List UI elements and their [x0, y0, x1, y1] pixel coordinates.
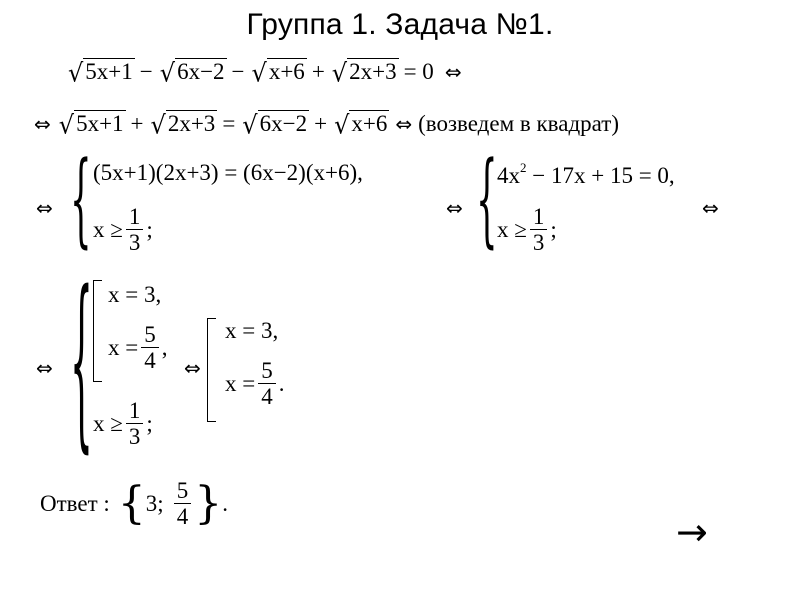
fraction: $\frac{1}{3}$ [126, 204, 144, 256]
equivalence-icon: ⇔ [395, 111, 413, 136]
sqrt-term: √ x+6 [334, 110, 388, 141]
equation-line-1: √ 5x+1 − √ 6x−2 − √ x+6 + √ 2x+3 = 0 ⇔ [68, 58, 462, 89]
equivalence-icon: ⇔ [444, 59, 462, 84]
next-slide-arrow-icon[interactable]: → [676, 510, 708, 554]
equivalence-icon: ⇔ [184, 356, 201, 380]
equivalence-icon: ⇔ [446, 196, 463, 220]
system-3-condition: x ≥ $\frac{1}{3}$ ; [93, 398, 153, 450]
fraction: $\frac{1}{3}$ [126, 398, 144, 450]
equivalence-icon: ⇔ [34, 111, 51, 136]
fraction: $\frac{5}{4}$ [141, 322, 159, 374]
system-brace: { [476, 141, 498, 261]
equivalence-icon: ⇔ [702, 196, 719, 220]
answer-brace-right: } [194, 477, 223, 529]
fraction: $\frac{5}{4}$ [258, 358, 276, 410]
equivalence-icon: ⇔ [36, 196, 53, 220]
sqrt-term: √ 2x+3 [150, 110, 216, 141]
squaring-note: (возведем в квадрат) [418, 110, 619, 136]
sqrt-term: √ 6x−2 [242, 110, 308, 141]
union-bracket [207, 318, 216, 422]
system-brace: { [70, 258, 93, 472]
system-1-equation: (5x+1)(2x+3) = (6x−2)(x+6), [93, 160, 363, 185]
sqrt-term: √ 6x−2 [159, 58, 225, 89]
slide-title: Группа 1. Задача №1. [246, 8, 554, 41]
equivalence-icon: ⇔ [36, 356, 53, 380]
system-2-condition: x ≥ $\frac{1}{3}$ ; [497, 204, 557, 256]
root-1: x = 3, [108, 282, 162, 307]
answer-line: Ответ : { 3; $\frac{5}{4}$ } . [40, 477, 228, 530]
equation-line-2: ⇔ √ 5x+1 + √ 2x+3 = √ 6x−2 + √ x+6 ⇔ (возведем в квадрат) [34, 110, 619, 141]
root-2: x = $\frac{5}{4}$ , [108, 322, 168, 374]
final-root-2: x = $\frac{5}{4}$ . [225, 358, 285, 410]
system-2-equation: $4x^2 - 17x + 15 = 0$, [497, 160, 675, 188]
system-brace: { [70, 141, 92, 261]
system-1-condition: x ≥ $\frac{1}{3}$ ; [93, 204, 153, 256]
final-root-1: x = 3, [225, 318, 279, 343]
fraction: $\frac{5}{4}$ [174, 478, 192, 530]
sqrt-term: √ 5x+1 [68, 58, 133, 89]
sqrt-term: √ x+6 [251, 58, 305, 89]
answer-brace-left: { [117, 477, 146, 529]
fraction: $\frac{1}{3}$ [530, 204, 548, 256]
union-bracket [93, 280, 102, 382]
sqrt-term: √ 5x+1 [58, 110, 124, 141]
answer-label: Ответ : [40, 490, 110, 516]
sqrt-term: √ 2x+3 [331, 58, 397, 89]
